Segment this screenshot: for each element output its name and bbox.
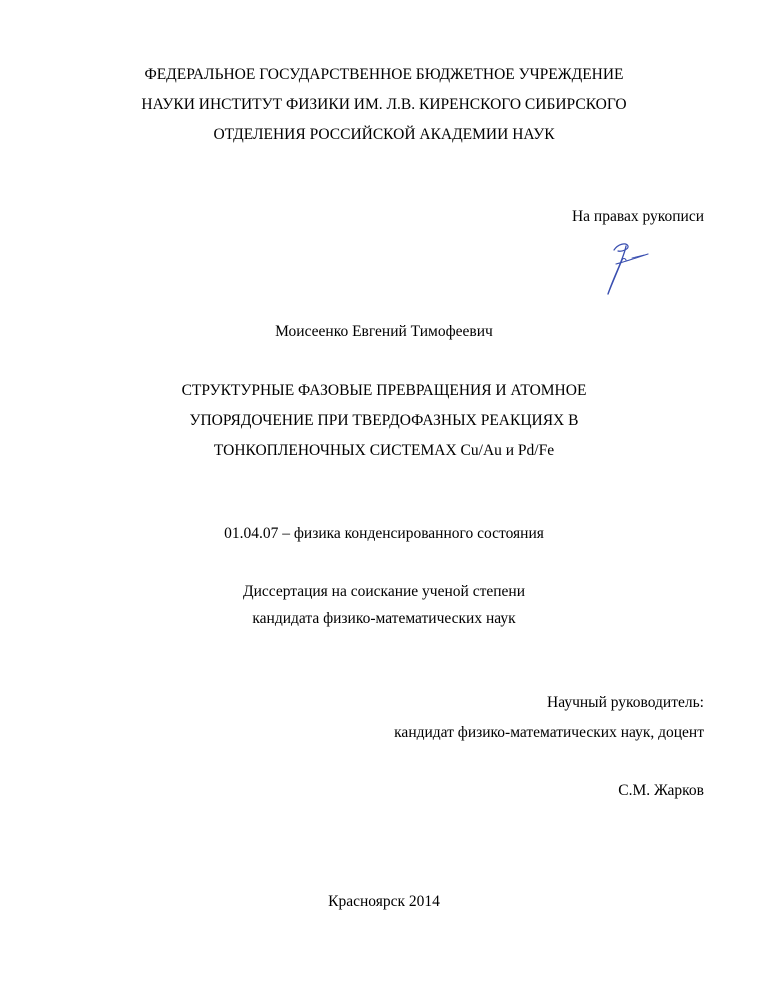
institution-line-3: ОТДЕЛЕНИЯ РОССИЙСКОЙ АКАДЕМИИ НАУК: [213, 126, 555, 143]
dissertation-line-1: Диссертация на соискание ученой степени: [243, 583, 525, 600]
thesis-title-line-3: ТОНКОПЛЕНОЧНЫХ СИСТЕМАХ Cu/Au и Pd/Fe: [213, 442, 555, 459]
supervisor-label: Научный руководитель:: [547, 694, 704, 711]
supervisor-name: С.М. Жарков: [618, 782, 704, 799]
specialty: 01.04.07 – физика конденсированного состояния: [224, 525, 544, 542]
signature-icon: [596, 236, 656, 298]
city-year: Красноярск 2014: [328, 893, 440, 910]
thesis-title-line-2: УПОРЯДОЧЕНИЕ ПРИ ТВЕРДОФАЗНЫХ РЕАКЦИЯХ В: [189, 412, 579, 429]
dissertation-line-2: кандидата физико-математических наук: [252, 610, 516, 627]
institution-line-2: НАУКИ ИНСТИТУТ ФИЗИКИ ИМ. Л.В. КИРЕНСКОГО СИБИРСКОГО: [141, 96, 627, 113]
supervisor-degree: кандидат физико-математических наук, доцент: [394, 724, 704, 741]
thesis-title-line-1: СТРУКТУРНЫЕ ФАЗОВЫЕ ПРЕВРАЩЕНИЯ И АТОМНОЕ: [181, 382, 587, 399]
manuscript-note: На правах рукописи: [571, 208, 704, 225]
institution-line-1: ФЕДЕРАЛЬНОЕ ГОСУДАРСТВЕННОЕ БЮДЖЕТНОЕ УЧРЕЖДЕНИЕ: [144, 66, 624, 83]
author-name: Моисеенко Евгений Тимофеевич: [275, 323, 493, 340]
